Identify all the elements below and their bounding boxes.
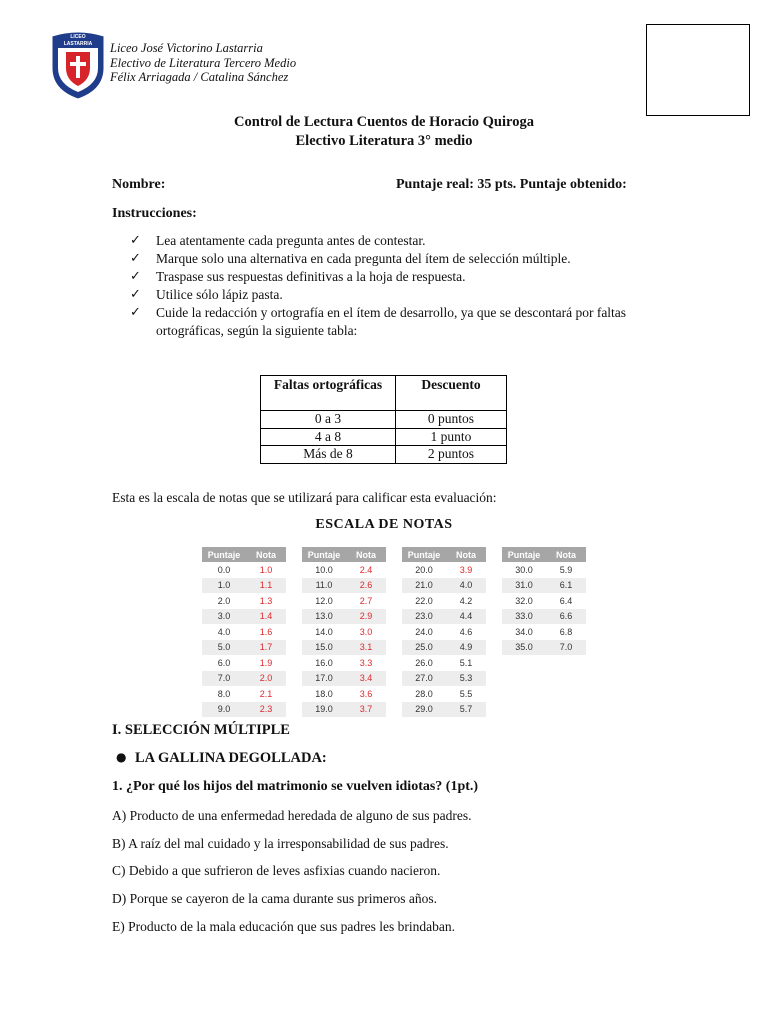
instructions-heading: Instrucciones: [112,206,197,221]
answer-option-d: D) Porque se cayeron de la cama durante sus primeros años. [112,891,438,906]
nota-cell: 1.1 [246,578,286,594]
instruction-item [130,250,670,268]
puntaje-cell: 21.0 [402,578,446,594]
puntaje-cell: 28.0 [415,688,433,699]
nota-cell: 2.4 [359,564,373,575]
instruction-text: Marque solo una alternativa en cada pregunta del ítem de selección múltiple. [156,251,571,266]
nota-cell: 1.7 [246,640,286,656]
nota-cell: 5.9 [559,564,573,575]
nota-cell: 3.3 [359,657,373,668]
discount-cell: 0 puntos [396,411,507,429]
grade-row [502,640,586,656]
puntaje-cell: 25.0 [402,640,446,656]
column-header-faults: Faltas ortográficas [261,376,396,411]
puntaje-cell: 32.0 [515,595,533,606]
instruction-text: Traspase sus respuestas definitivas a la hoja de respuesta. [156,269,466,284]
nota-cell: 2.0 [246,671,286,687]
nota-cell: 5.1 [459,657,473,668]
puntaje-cell: 6.0 [217,657,231,668]
grade-row [202,702,286,718]
spelling-penalty-table [260,375,507,464]
instruction-text: Cuide la redacción y ortografía en el ítem de desarrollo, ya que se descontará por faltas ortográficas, según la siguiente tabla: [156,305,627,338]
school-info [110,41,296,85]
grade-row [202,671,286,687]
nota-cell: 6.6 [546,609,586,625]
puntaje-cell: 17.0 [302,671,346,687]
nota-cell: 2.3 [246,702,286,718]
school-logo [50,28,106,100]
puntaje-cell: 31.0 [502,578,546,594]
grade-row [402,593,486,609]
puntaje-cell: 22.0 [415,595,433,606]
puntaje-cell: 33.0 [502,609,546,625]
grade-row [302,624,386,640]
column-header-nota: Nota [546,547,586,562]
column-header-nota: Nota [246,547,286,562]
question-1: 1. ¿Por qué los hijos del matrimonio se vuelven idiotas? (1pt.) [112,779,479,794]
puntaje-cell: 13.0 [302,609,346,625]
score-field-label: Puntaje real: 35 pts. Puntaje obtenido: [396,177,627,192]
grade-row [402,671,486,687]
check-icon: ✓ [130,269,141,284]
grade-row [302,655,386,671]
answer-option-a: A) Producto de una enfermedad heredada de alguno de sus padres. [112,808,472,823]
grade-row [402,624,486,640]
grade-row [302,578,386,594]
faults-cell: 4 a 8 [261,428,396,446]
title-line-1: Control de Lectura Cuentos de Horacio Quiroga [234,114,534,130]
discount-cell: 1 punto [396,428,507,446]
nota-cell: 5.5 [459,688,473,699]
puntaje-cell: 14.0 [315,626,333,637]
grade-row [402,686,486,702]
puntaje-cell: 35.0 [502,640,546,656]
scale-title: ESCALA DE NOTAS [315,517,453,532]
grade-row [402,578,486,594]
grade-row [202,655,286,671]
faults-cell: Más de 8 [261,446,396,464]
grade-table-header [302,547,386,562]
check-icon: ✓ [130,305,141,320]
grade-row [202,640,286,656]
column-header-nota: Nota [446,547,486,562]
nota-cell: 1.6 [259,626,273,637]
nota-cell: 2.1 [259,688,273,699]
grade-row [502,578,586,594]
check-icon: ✓ [130,233,141,248]
story-title: LA GALLINA DEGOLLADA: [135,750,327,766]
table-row [261,446,507,464]
puntaje-cell: 0.0 [217,564,231,575]
school-name: Liceo José Victorino Lastarria [110,41,263,55]
bullet-icon: ● [116,750,127,764]
grade-table [302,547,386,717]
puntaje-cell: 5.0 [202,640,246,656]
teachers-names: Félix Arriagada / Catalina Sánchez [110,70,289,84]
grade-row [402,640,486,656]
grade-row [302,562,386,578]
nota-cell: 2.9 [346,609,386,625]
table-row [261,411,507,429]
grade-row [302,609,386,625]
nota-cell: 3.4 [346,671,386,687]
puntaje-cell: 18.0 [315,688,333,699]
answer-option-b: B) A raíz del mal cuidado y la irresponsabilidad de sus padres. [112,836,449,851]
puntaje-cell: 3.0 [202,609,246,625]
nota-cell: 7.0 [546,640,586,656]
grade-table-header [502,547,586,562]
discount-cell: 2 puntos [396,446,507,464]
nota-cell: 1.9 [259,657,273,668]
grade-row [202,686,286,702]
instruction-item [130,286,670,304]
column-header-puntaje: Puntaje [402,547,446,562]
column-header-puntaje: Puntaje [202,547,246,562]
grade-box [646,24,750,116]
nota-cell: 4.2 [459,595,473,606]
grade-row [302,640,386,656]
grade-row [202,562,286,578]
grade-table [502,547,586,655]
instruction-text: Utilice sólo lápiz pasta. [156,287,283,302]
document-title [0,113,768,151]
grade-row [402,609,486,625]
name-field-label: Nombre: [112,177,166,192]
nota-cell: 3.6 [359,688,373,699]
title-line-2: Electivo Literatura 3° medio [295,133,473,149]
puntaje-cell: 20.0 [415,564,433,575]
puntaje-cell: 19.0 [302,702,346,718]
nota-cell: 2.7 [359,595,373,606]
puntaje-cell: 30.0 [515,564,533,575]
check-icon: ✓ [130,251,141,266]
grade-table-header [402,547,486,562]
grade-row [402,562,486,578]
nota-cell: 1.0 [259,564,273,575]
grade-row [202,578,286,594]
nota-cell: 4.0 [446,578,486,594]
nota-cell: 3.7 [346,702,386,718]
instruction-item [130,304,670,340]
column-header-discount: Descuento [396,376,507,411]
puntaje-cell: 1.0 [202,578,246,594]
nota-cell: 5.7 [446,702,486,718]
nota-cell: 2.6 [346,578,386,594]
grade-table [202,547,286,717]
grade-row [502,609,586,625]
column-header-puntaje: Puntaje [302,547,346,562]
grade-row [202,624,286,640]
nota-cell: 1.4 [246,609,286,625]
grade-row [302,593,386,609]
nota-cell: 6.1 [546,578,586,594]
puntaje-cell: 26.0 [415,657,433,668]
grade-row [302,702,386,718]
nota-cell: 3.9 [459,564,473,575]
nota-cell: 3.0 [359,626,373,637]
puntaje-cell: 2.0 [217,595,231,606]
grade-table-header [202,547,286,562]
puntaje-cell: 7.0 [202,671,246,687]
instruction-text: Lea atentamente cada pregunta antes de contestar. [156,233,426,248]
puntaje-cell: 24.0 [415,626,433,637]
course-name: Electivo de Literatura Tercero Medio [110,55,297,70]
faults-cell: 0 a 3 [261,411,396,429]
puntaje-cell: 23.0 [402,609,446,625]
grade-row [302,686,386,702]
puntaje-cell: 27.0 [402,671,446,687]
puntaje-cell: 4.0 [217,626,231,637]
grade-row [202,593,286,609]
grade-row [402,702,486,718]
puntaje-cell: 12.0 [315,595,333,606]
answer-option-e: E) Producto de la mala educación que sus padres les brindaban. [112,919,456,934]
puntaje-cell: 15.0 [302,640,346,656]
puntaje-cell: 16.0 [315,657,333,668]
nota-cell: 6.4 [559,595,573,606]
nota-cell: 4.4 [446,609,486,625]
section-heading: I. SELECCIÓN MÚLTIPLE [112,722,290,738]
check-icon: ✓ [130,287,141,302]
grade-row [502,593,586,609]
puntaje-cell: 34.0 [515,626,533,637]
instruction-item [130,232,670,250]
nota-cell: 4.6 [459,626,473,637]
grade-row [202,609,286,625]
puntaje-cell: 11.0 [302,578,346,594]
scale-intro-text: Esta es la escala de notas que se utilizará para calificar esta evaluación: [112,490,497,505]
logo-top-text: LICEO [70,34,86,40]
logo-name-text: LASTARRIA [63,41,93,47]
grade-row [302,671,386,687]
column-header-nota: Nota [346,547,386,562]
grade-row [502,624,586,640]
grade-row [402,655,486,671]
nota-cell: 1.3 [259,595,273,606]
column-header-puntaje: Puntaje [502,547,546,562]
grade-table [402,547,486,717]
nota-cell: 3.1 [346,640,386,656]
instructions-list [130,232,670,340]
nota-cell: 4.9 [446,640,486,656]
nota-cell: 5.3 [446,671,486,687]
table-row [261,428,507,446]
puntaje-cell: 8.0 [217,688,231,699]
nota-cell: 6.8 [559,626,573,637]
puntaje-cell: 29.0 [402,702,446,718]
table-header-row [261,376,507,411]
grade-row [502,562,586,578]
answer-option-c: C) Debido a que sufrieron de leves asfixias cuando nacieron. [112,863,441,878]
puntaje-cell: 10.0 [315,564,333,575]
puntaje-cell: 9.0 [202,702,246,718]
instruction-item [130,268,670,286]
